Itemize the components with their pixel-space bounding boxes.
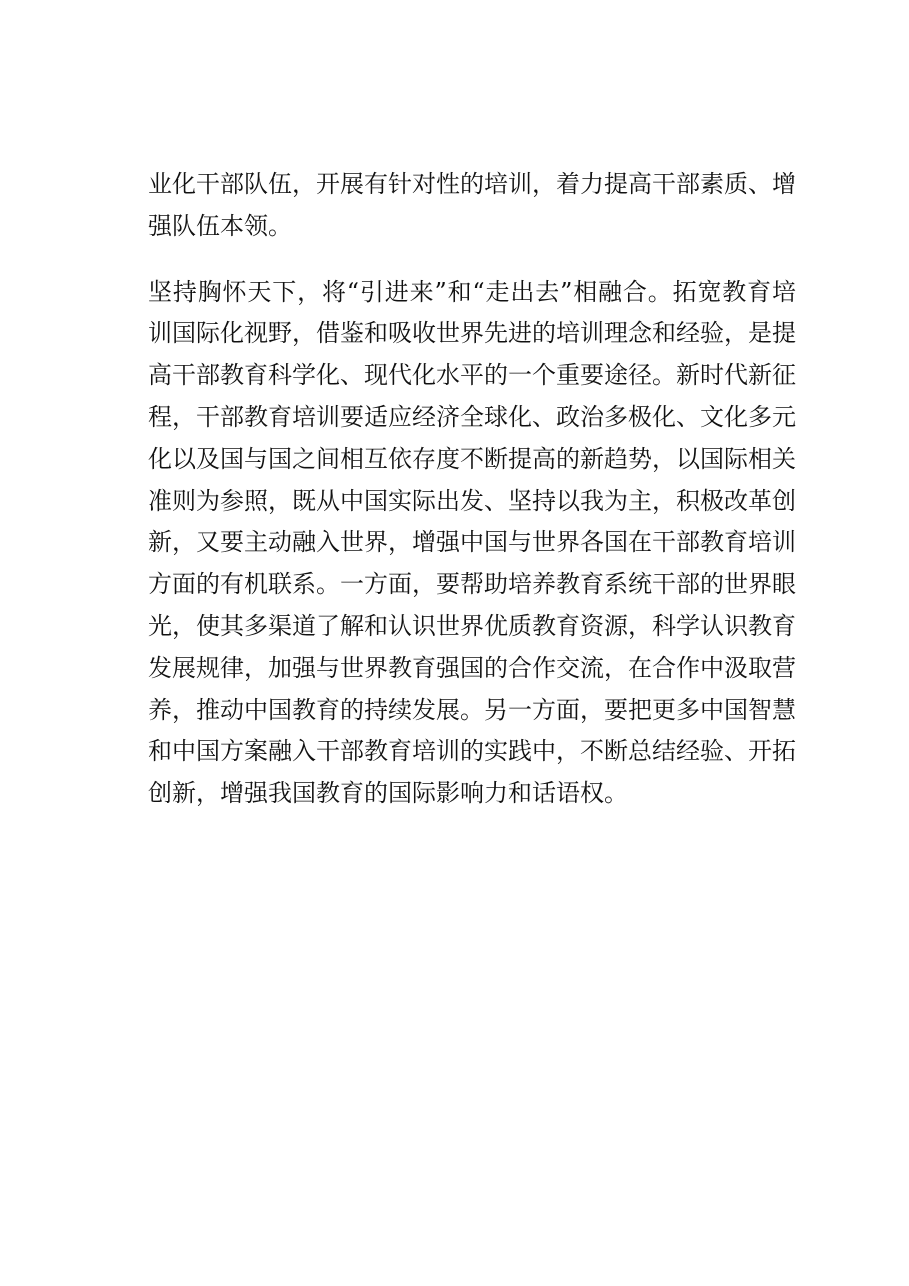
document-body xyxy=(148,164,796,815)
paragraph-continued: 业化干部队伍，开展有针对性的培训，着力提高干部素质、增强队伍本领。 xyxy=(148,170,796,240)
paragraph-international-training: 坚持胸怀天下，将“引进来”和“走出去”相融合。拓宽教育培训国际化视野，借鉴和吸收世界先进的培训理念和经验，是提高干部教育科学化、现代化水平的一个重要途径。新时代新征程，干部教育培训要适应经济全球化、政治多极化、文化多元化以及国与国之间相互依存度不断提高的新趋势，以国际相关准则为参照，既从中国实际出发、坚持以我为主，积极改革创新，又要主动融入世界，增强中国与世界各国在干部教育培训方面的有机联系。一方面，要帮助培养教育系统干部的世界眼光，使其多渠道了解和认识世界优质教育资源，科学认识教育发展规律，加强与世界教育强国的合作交流，在合作中汲取营养，推动中国教育的持续发展。另一方面，要把更多中国智慧和中国方案融入干部教育培训的实践中，不断总结经验、开拓创新，增强我国教育的国际影响力和话语权。 xyxy=(148,277,796,808)
